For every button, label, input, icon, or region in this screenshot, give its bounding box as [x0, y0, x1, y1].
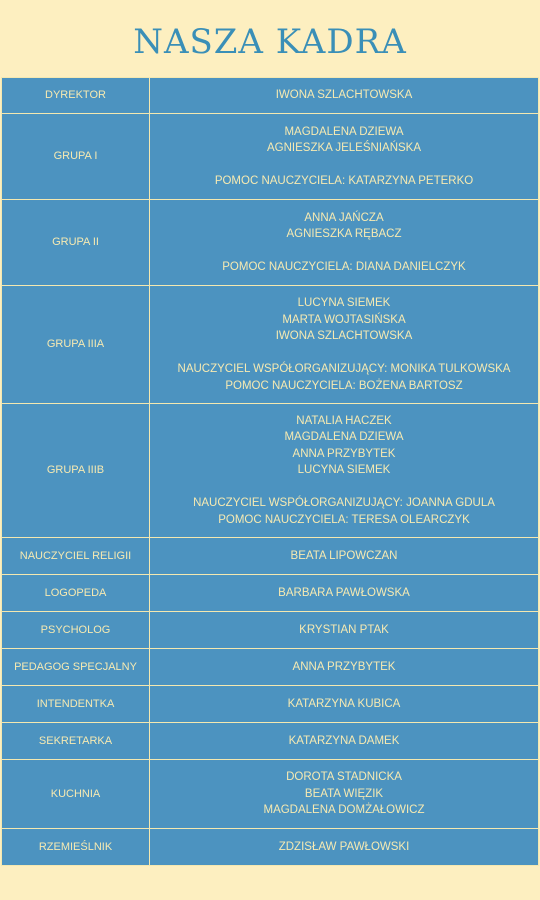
staff-row	[2, 200, 539, 286]
staff-name: BEATA LIPOWCZAN	[290, 549, 398, 562]
spacer	[152, 157, 536, 174]
names-cell	[150, 612, 539, 649]
staff-name: AGNIESZKA RĘBACZ	[286, 228, 402, 240]
role-cell: INTENDENTKA	[2, 686, 150, 723]
staff-row	[2, 760, 539, 829]
role-cell: KUCHNIA	[2, 760, 150, 829]
staff-name: ANNA JAŃCZA	[304, 211, 384, 224]
staff-row	[2, 723, 539, 760]
staff-name: POMOC NAUCZYCIELA: KATARZYNA PETERKO	[214, 175, 474, 187]
staff-row	[2, 612, 539, 649]
staff-name: MAGDALENA DZIEWA	[284, 431, 404, 444]
staff-row	[2, 649, 539, 686]
role-cell: SEKRETARKA	[2, 723, 150, 760]
role-cell: RZEMIEŚLNIK	[2, 829, 150, 866]
spacer	[152, 243, 536, 260]
staff-name: NATALIA HACZEK	[296, 414, 392, 427]
staff-name: NAUCZYCIEL WSPÓŁORGANIZUJĄCY: MONIKA TULKOWSKA	[177, 363, 511, 375]
staff-name: POMOC NAUCZYCIELA: BOŻENA BARTOSZ	[225, 379, 463, 392]
role-cell: GRUPA IIIA	[2, 286, 150, 404]
staff-name: KATARZYNA KUBICA	[287, 697, 401, 710]
staff-name: NAUCZYCIEL WSPÓŁORGANIZUJĄCY: JOANNA GDULA	[193, 497, 495, 510]
staff-row	[2, 829, 539, 866]
role-cell: PSYCHOLOG	[2, 612, 150, 649]
role-cell: GRUPA I	[2, 114, 150, 200]
staff-name: MAGDALENA DOMŻAŁOWICZ	[263, 804, 425, 817]
names-cell	[150, 686, 539, 723]
staff-name: MARTA WOJTASIŃSKA	[282, 313, 406, 326]
names-cell	[150, 575, 539, 612]
staff-name: ZDZISŁAW PAWŁOWSKI	[278, 840, 410, 853]
role-cell: NAUCZYCIEL RELIGII	[2, 538, 150, 575]
names-cell	[150, 538, 539, 575]
staff-row	[2, 286, 539, 404]
staff-name: POMOC NAUCZYCIELA: DIANA DANIELCZYK	[222, 261, 466, 273]
staff-name: KATARZYNA DAMEK	[288, 734, 400, 747]
staff-name: IWONA SZLACHTOWSKA	[275, 330, 413, 342]
staff-row	[2, 78, 539, 114]
names-cell	[150, 723, 539, 760]
spacer	[152, 345, 536, 362]
role-cell: LOGOPEDA	[2, 575, 150, 612]
names-cell	[150, 114, 539, 200]
role-cell: GRUPA II	[2, 200, 150, 286]
names-cell	[150, 200, 539, 286]
names-cell	[150, 829, 539, 866]
staff-row	[2, 538, 539, 575]
staff-name: LUCYNA SIEMEK	[297, 464, 391, 477]
staff-name: POMOC NAUCZYCIELA: TERESA OLEARCZYK	[218, 513, 470, 526]
role-cell: PEDAGOG SPECJALNY	[2, 649, 150, 686]
staff-name: AGNIESZKA JELEŚNIAŃSKA	[266, 142, 422, 154]
staff-name: KRYSTIAN PTAK	[299, 623, 389, 636]
names-cell	[150, 78, 539, 114]
names-cell	[150, 649, 539, 686]
page-title: NASZA KADRA	[133, 22, 407, 62]
staff-name: BEATA WIĘZIK	[304, 787, 384, 800]
staff-row	[2, 575, 539, 612]
role-cell: GRUPA IIIB	[2, 404, 150, 538]
role-cell: DYREKTOR	[2, 78, 150, 114]
staff-table	[1, 77, 539, 866]
staff-name: ANNA PRZYBYTEK	[292, 660, 396, 673]
names-cell	[150, 404, 539, 538]
staff-row	[2, 114, 539, 200]
staff-name: DOROTA STADNICKA	[286, 771, 402, 784]
spacer	[152, 479, 536, 496]
staff-name: BARBARA PAWŁOWSKA	[278, 586, 410, 599]
staff-name: IWONA SZLACHTOWSKA	[275, 89, 413, 102]
names-cell	[150, 760, 539, 829]
footer-band	[0, 866, 540, 900]
staff-row	[2, 404, 539, 538]
staff-name: MAGDALENA DZIEWA	[284, 125, 404, 138]
staff-name: ANNA PRZYBYTEK	[292, 447, 396, 460]
staff-name: LUCYNA SIEMEK	[297, 297, 391, 309]
staff-row	[2, 686, 539, 723]
names-cell	[150, 286, 539, 404]
